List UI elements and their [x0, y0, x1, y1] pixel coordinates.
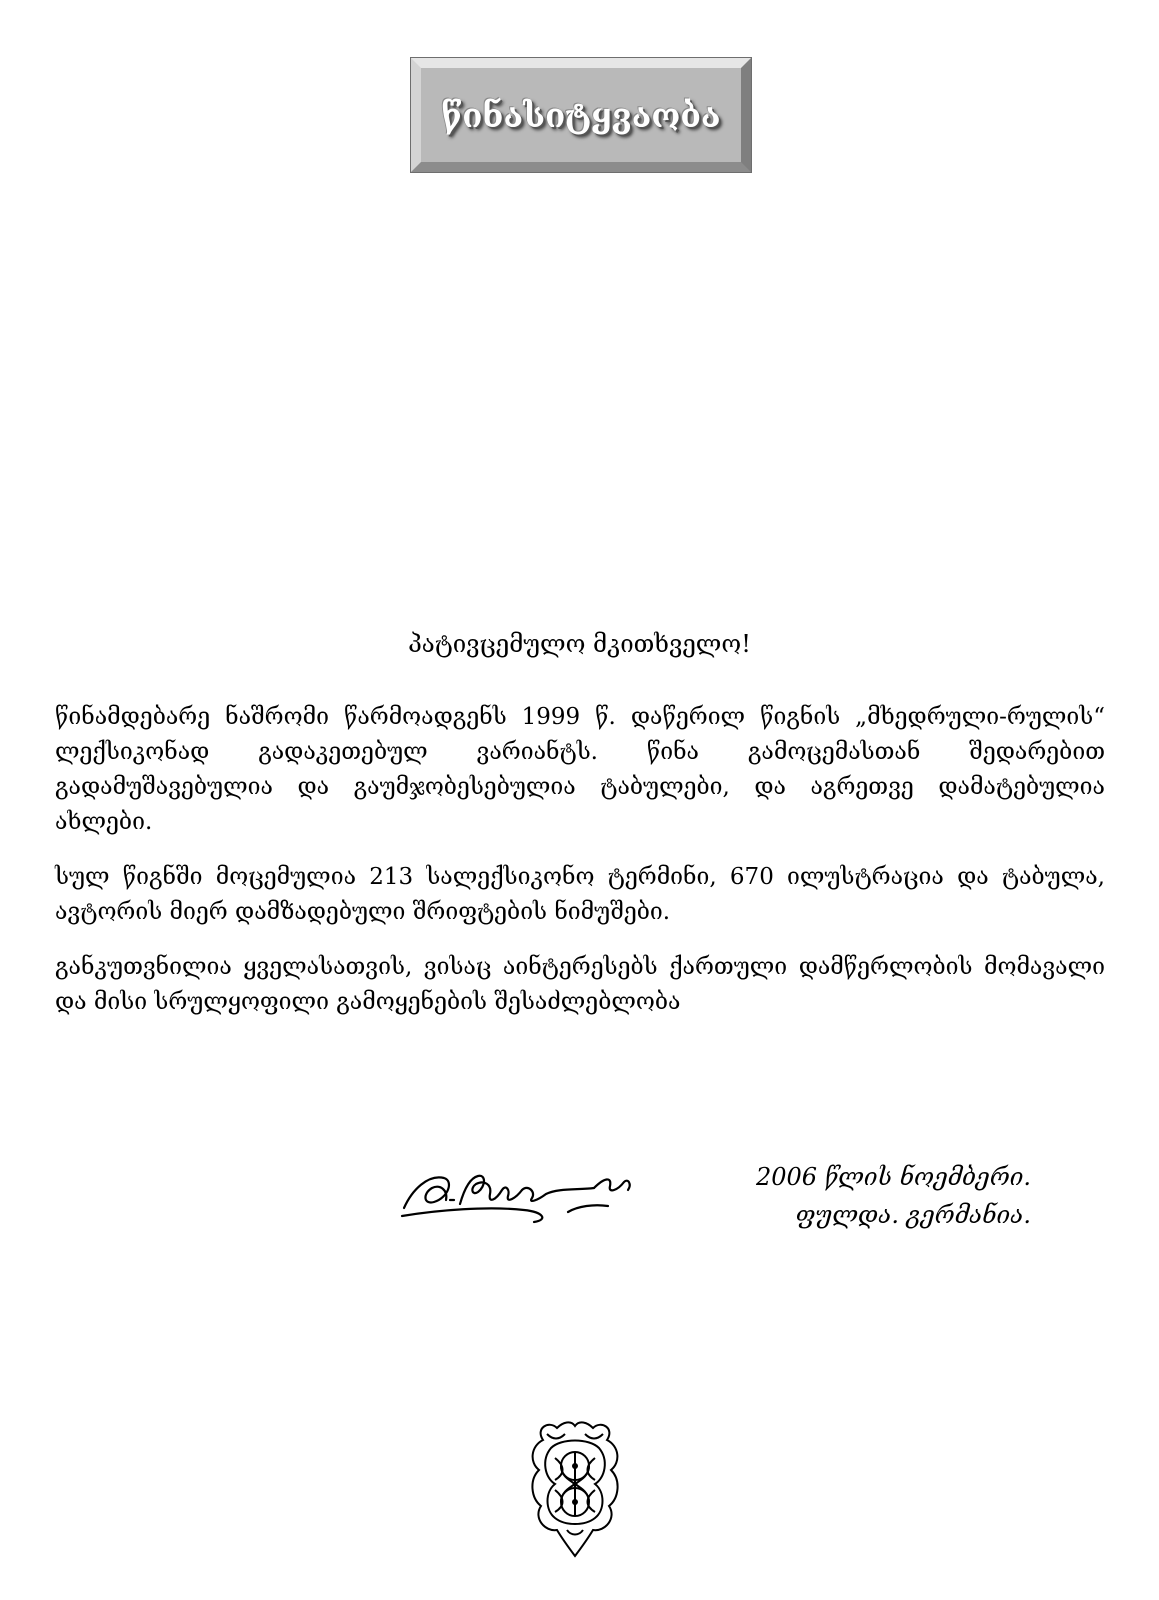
- paragraph-2: სულ წიგნში მოცემულია 213 სალექსიკონო ტერმინი, 670 ილუსტრაცია და ტაბულა, ავტორის მიერ დამზადებული შრიფტების ნიმუშები.: [55, 864, 1105, 925]
- ornament: [525, 1418, 625, 1558]
- author-signature: [398, 1160, 638, 1230]
- title-plaque: [411, 58, 751, 172]
- knot-ornament-icon: [525, 1418, 625, 1558]
- letter-body: [55, 700, 1105, 1040]
- page-title: წინასიტყვაობა: [441, 95, 721, 135]
- signoff-place: ფულდა. გერმანია.: [795, 1201, 1031, 1229]
- paragraph-1: წინამდებარე ნაშრომი წარმოადგენს 1999 წ. დაწერილ წიგნის „მხედრული-რულის“ ლექსიკონად გადაკეთებულ ვარიანტს. წინა გამოცემასთან შედარებით გადამუშავებულია და გაუმჯობესებულია ტაბულები, და აგრეთვე დამატებულია ახლები.: [55, 704, 1105, 835]
- signoff-date: 2006 წლის ნოემბერი.: [755, 1163, 1031, 1191]
- signature-icon: [398, 1160, 638, 1230]
- signoff: [756, 1158, 1031, 1234]
- paragraph-3: განკუთვნილია ყველასათვის, ვისაც აინტერესებს ქართული დამწერლობის მომავალი და მისი სრულყოფილი გამოყენების შესაძლებლობა: [55, 954, 1105, 1015]
- greeting: პატივცემულო მკითხველო!: [408, 630, 751, 658]
